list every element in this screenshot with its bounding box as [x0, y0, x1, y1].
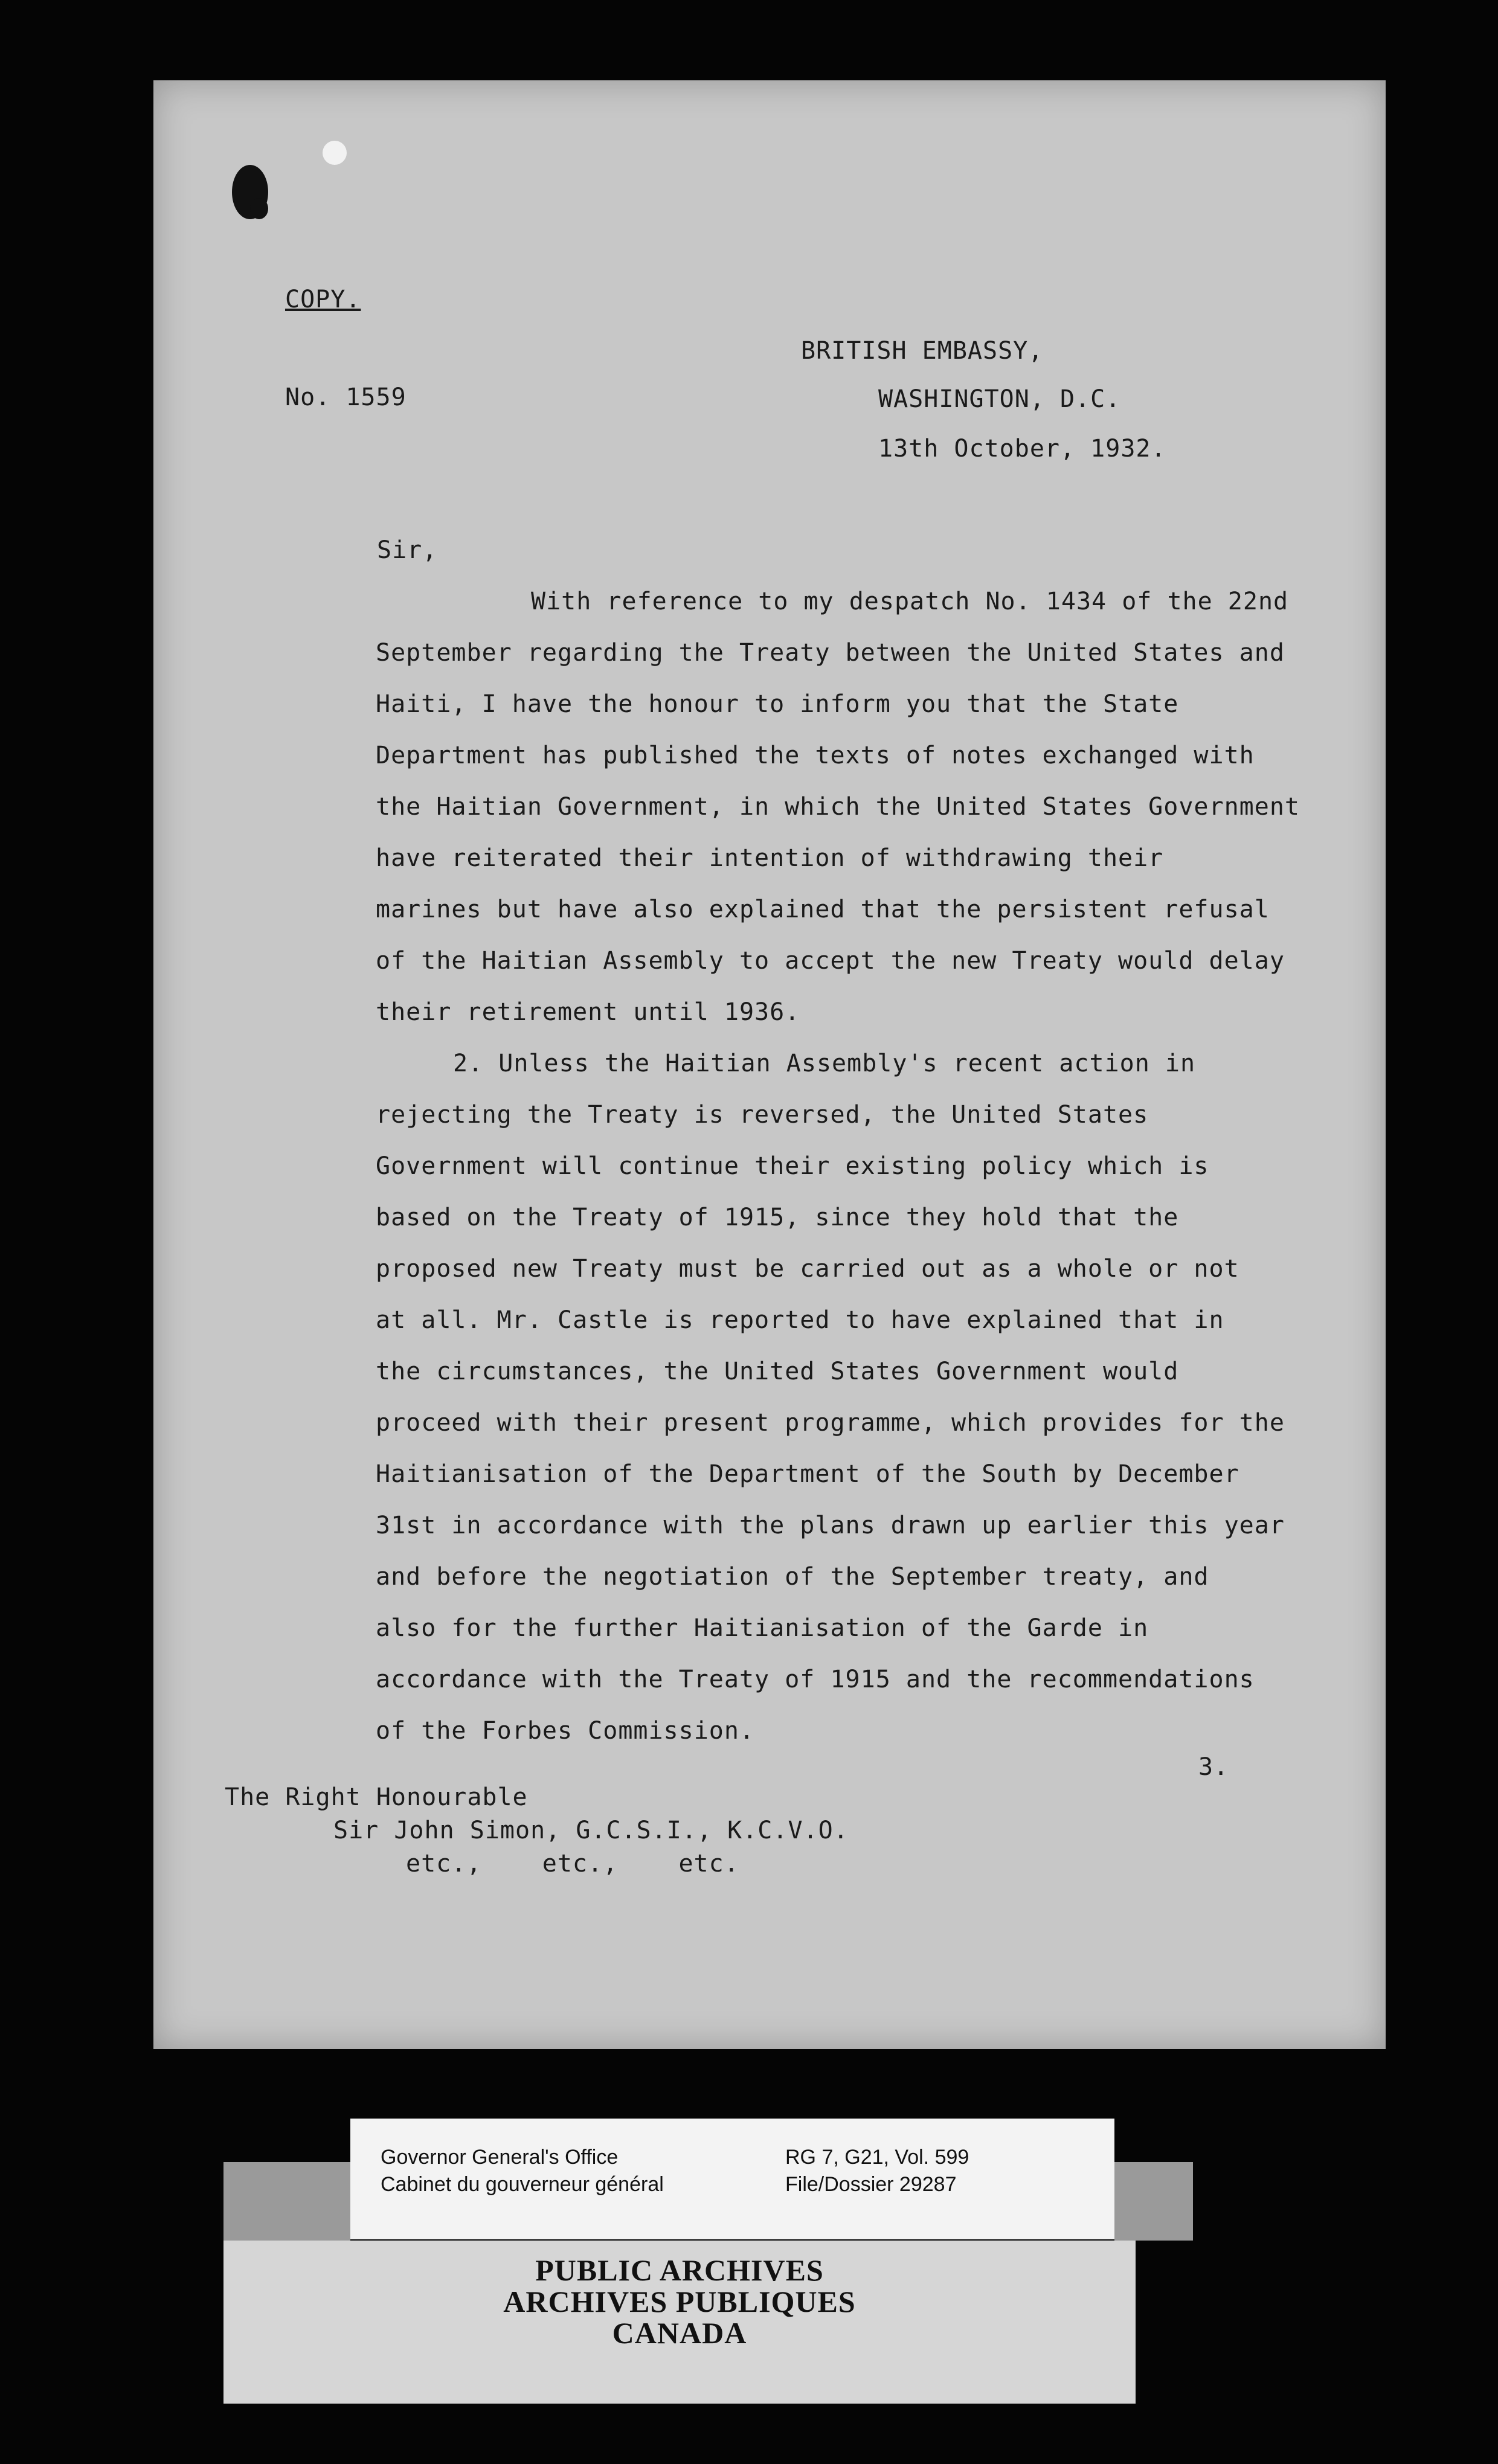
addressee-line: The Right Honourable [225, 1783, 528, 1811]
paragraph-line: September regarding the Treaty between the United States and [376, 639, 1285, 667]
paragraph-line: at all. Mr. Castle is reported to have explained that in [376, 1306, 1224, 1334]
paragraph-line: Haitianisation of the Department of the South by December [376, 1460, 1239, 1488]
salutation: Sir, [377, 536, 438, 564]
film-stripe-right [1114, 2162, 1193, 2241]
next-page-number: 3. [1198, 1753, 1229, 1781]
letter-date: 13th October, 1932. [878, 435, 1166, 463]
paragraph-line: 2. Unless the Haitian Assembly's recent action in [453, 1050, 1196, 1077]
addressee-line: etc., etc., etc. [406, 1850, 739, 1878]
archive-file: File/Dossier 29287 [785, 2173, 957, 2196]
paragraph-line: Department has published the texts of notes exchanged with [376, 742, 1255, 769]
stamp-line: CANADA [612, 2316, 747, 2350]
embassy-heading: BRITISH EMBASSY, [801, 337, 1044, 365]
paragraph-line: proceed with their present programme, which provides for the [376, 1409, 1285, 1437]
paragraph-line: marines but have also explained that the persistent refusal [376, 896, 1270, 923]
paragraph-line: Government will continue their existing policy which is [376, 1152, 1209, 1180]
paragraph-line: their retirement until 1936. [376, 998, 800, 1026]
despatch-number: No. 1559 [285, 383, 407, 411]
paragraph-line: accordance with the Treaty of 1915 and the recommendations [376, 1666, 1255, 1693]
paragraph-line: of the Haitian Assembly to accept the new Treaty would delay [376, 947, 1285, 975]
office-english: Governor General's Office [381, 2146, 619, 2169]
paragraph-line: proposed new Treaty must be carried out as a whole or not [376, 1255, 1239, 1283]
paragraph-line: 31st in accordance with the plans drawn up earlier this year [376, 1512, 1285, 1539]
paragraph-line: have reiterated their intention of withdrawing their [376, 844, 1164, 872]
paragraph-line: and before the negotiation of the September treaty, and [376, 1563, 1209, 1591]
archive-label [350, 2119, 1114, 2239]
paragraph-line: the Haitian Government, in which the United States Government [376, 793, 1300, 821]
paragraph-line: rejecting the Treaty is reversed, the United States [376, 1101, 1149, 1129]
paragraph-line: of the Forbes Commission. [376, 1717, 755, 1745]
paragraph-line: the circumstances, the United States Government would [376, 1358, 1179, 1385]
paper-speck [323, 141, 347, 165]
document-page [153, 80, 1386, 2049]
office-french: Cabinet du gouverneur général [381, 2173, 664, 2196]
paragraph-line: also for the further Haitianisation of the Garde in [376, 1614, 1149, 1642]
archive-reference: RG 7, G21, Vol. 599 [785, 2146, 969, 2169]
paragraph-line: based on the Treaty of 1915, since they hold that the [376, 1204, 1179, 1231]
stamp-line: ARCHIVES PUBLIQUES [503, 2285, 856, 2318]
archive-stamp [223, 2241, 1136, 2404]
city-heading: WASHINGTON, D.C. [878, 385, 1121, 413]
paragraph-line: Haiti, I have the honour to inform you that the State [376, 690, 1179, 718]
copy-label: COPY. [285, 286, 361, 313]
addressee-line: Sir John Simon, G.C.S.I., K.C.V.O. [333, 1817, 849, 1844]
film-stripe-left [223, 2162, 350, 2241]
ink-blot-small [250, 198, 268, 219]
stamp-line: PUBLIC ARCHIVES [535, 2253, 824, 2287]
paragraph-line: With reference to my despatch No. 1434 of the 22nd [531, 588, 1289, 615]
